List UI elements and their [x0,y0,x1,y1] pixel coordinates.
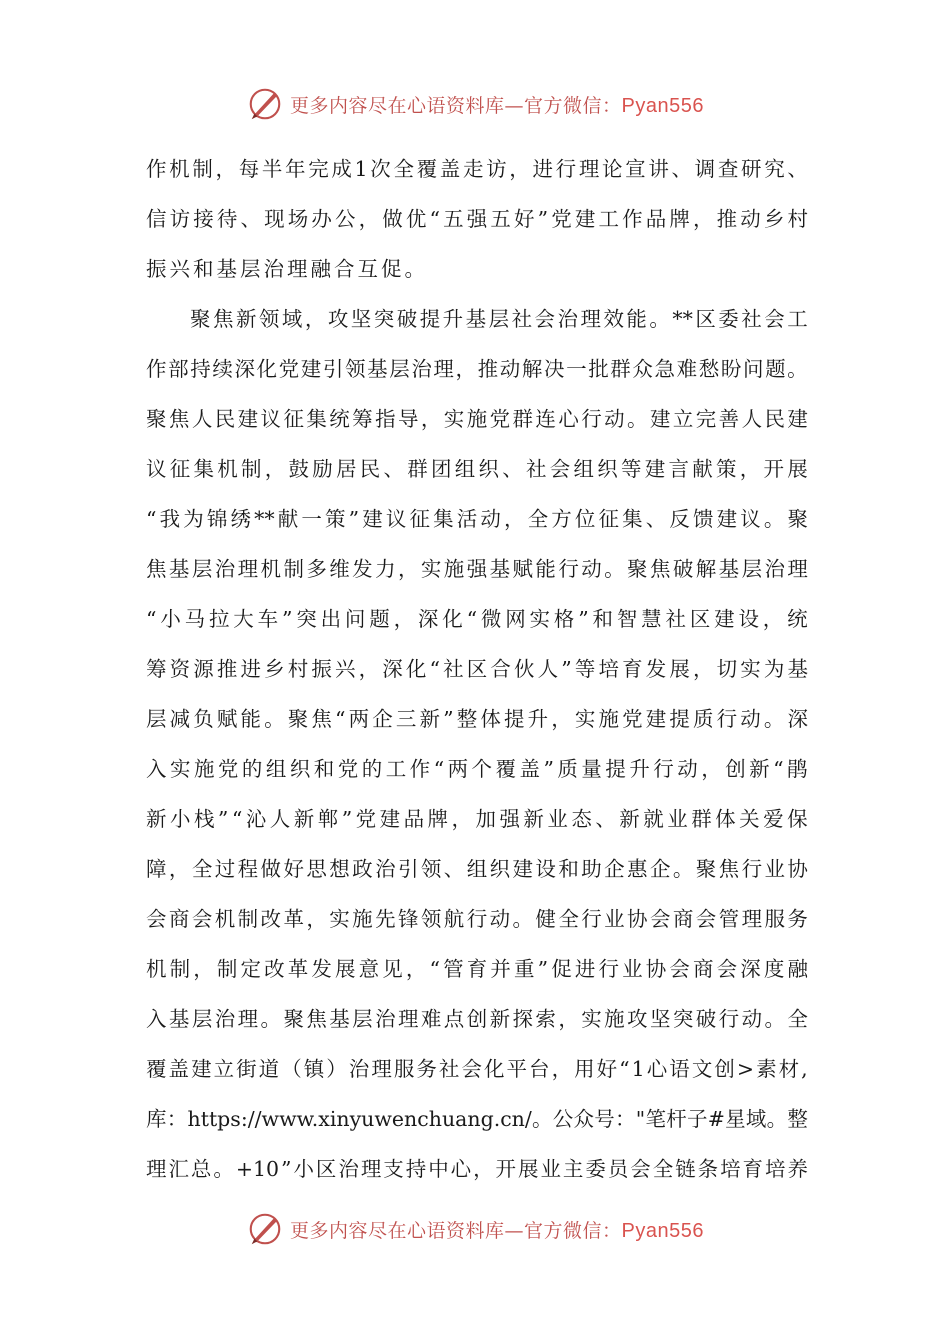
document-body [146,144,808,1194]
text-line: 信 访 接 待 、 现 场 办 公 ， 做 优 “ 五 强 五 好 ” 党 建 工 作 品 牌 ， 推 动 乡 村 [146,207,808,231]
text-line: 库 ： https://www.xinyuwenchuang.cn/ 。 公 众 号 ： " 笔 杆 子 # 星 域 。 整 [146,1107,808,1131]
banner-text: 更多内容尽在心语资料库—官方微信：Pyan556 [290,94,704,117]
text-line: 覆 盖 建 立 街 道 （ 镇 ） 治 理 服 务 社 会 化 平 台 ， 用 好 “ 1 心 语 文 创 > 素 材 , [146,1057,808,1081]
text-line: 障 ， 全 过 程 做 好 思 想 政 治 引 领 、 组 织 建 设 和 助 企 惠 企 。 聚 焦 行 业 协 [146,857,808,881]
text-line: 议 征 集 机 制 ， 鼓 励 居 民 、 群 团 组 织 、 社 会 组 织 等 建 言 献 策 ， 开 展 [146,457,808,481]
text-line: 理 汇 总 。 +10 ” 小 区 治 理 支 持 中 心 ， 开 展 业 主 委 员 会 全 链 条 培 育 培 养 [146,1157,808,1181]
wechat-id: Pyan556 [621,1219,704,1242]
wechat-id: Pyan556 [621,94,704,117]
pen-circle-logo-icon [246,85,284,123]
text-line: 聚 焦 新 领 域 ， 攻 坚 突 破 提 升 基 层 社 会 治 理 效 能 。 ** 区 委 社 会 工 [190,307,808,331]
text-line: 焦 基 层 治 理 机 制 多 维 发 力 ， 实 施 强 基 赋 能 行 动 。 聚 焦 破 解 基 层 治 理 [146,557,808,581]
text-line: 作 机 制 ， 每 半 年 完 成 1 次 全 覆 盖 走 访 ， 进 行 理 论 宣 讲 、 调 查 研 究 、 [146,157,808,181]
text-line: 会 商 会 机 制 改 革 ， 实 施 先 锋 领 航 行 动 。 健 全 行 业 协 会 商 会 管 理 服 务 [146,907,808,931]
text-line: 作 部 持 续 深 化 党 建 引 领 基 层 治 理 ， 推 动 解 决 一 批 群 众 急 难 愁 盼 问 题 。 [146,357,808,381]
text-line: 入 实 施 党 的 组 织 和 党 的 工 作 “ 两 个 覆 盖 ” 质 量 提 升 行 动 ， 创 新 “ 鹃 [146,757,808,781]
text-line: 入 基 层 治 理 。 聚 焦 基 层 治 理 难 点 创 新 探 索 ， 实 施 攻 坚 突 破 行 动 。 全 [146,1007,808,1031]
text-line: 新 小 栈 ” “ 沁 人 新 郸 ” 党 建 品 牌 ， 加 强 新 业 态 、 新 就 业 群 体 关 爱 保 [146,807,808,831]
pen-circle-logo-icon [246,1210,284,1248]
text-line: 聚 焦 人 民 建 议 征 集 统 筹 指 导 ， 实 施 党 群 连 心 行 动 。 建 立 完 善 人 民 建 [146,407,808,431]
text-line: 机 制 ， 制 定 改 革 发 展 意 见 ， “ 管 育 并 重 ” 促 进 行 业 协 会 商 会 深 度 融 [146,957,808,981]
footer-watermark-banner [0,1207,950,1251]
paragraph-2 [146,294,808,1194]
text-line: 振兴和基层治理融合互促。 [146,257,428,281]
banner-text: 更多内容尽在心语资料库—官方微信：Pyan556 [290,1219,704,1242]
text-line: “ 我 为 锦 绣 ** 献 一 策 ” 建 议 征 集 活 动 ， 全 方 位 征 集 、 反 馈 建 议 。 聚 [146,507,808,531]
text-line: 筹 资 源 推 进 乡 村 振 兴 ， 深 化 “ 社 区 合 伙 人 ” 等 培 育 发 展 ， 切 实 为 基 [146,657,808,681]
header-watermark-banner [0,82,950,126]
text-line: 层 减 负 赋 能 。 聚 焦 “ 两 企 三 新 ” 整 体 提 升 ， 实 施 党 建 提 质 行 动 。 深 [146,707,808,731]
paragraph-1 [146,144,808,294]
text-line: “ 小 马 拉 大 车 ” 突 出 问 题 ， 深 化 “ 微 网 实 格 ” 和 智 慧 社 区 建 设 ， 统 [146,607,808,631]
